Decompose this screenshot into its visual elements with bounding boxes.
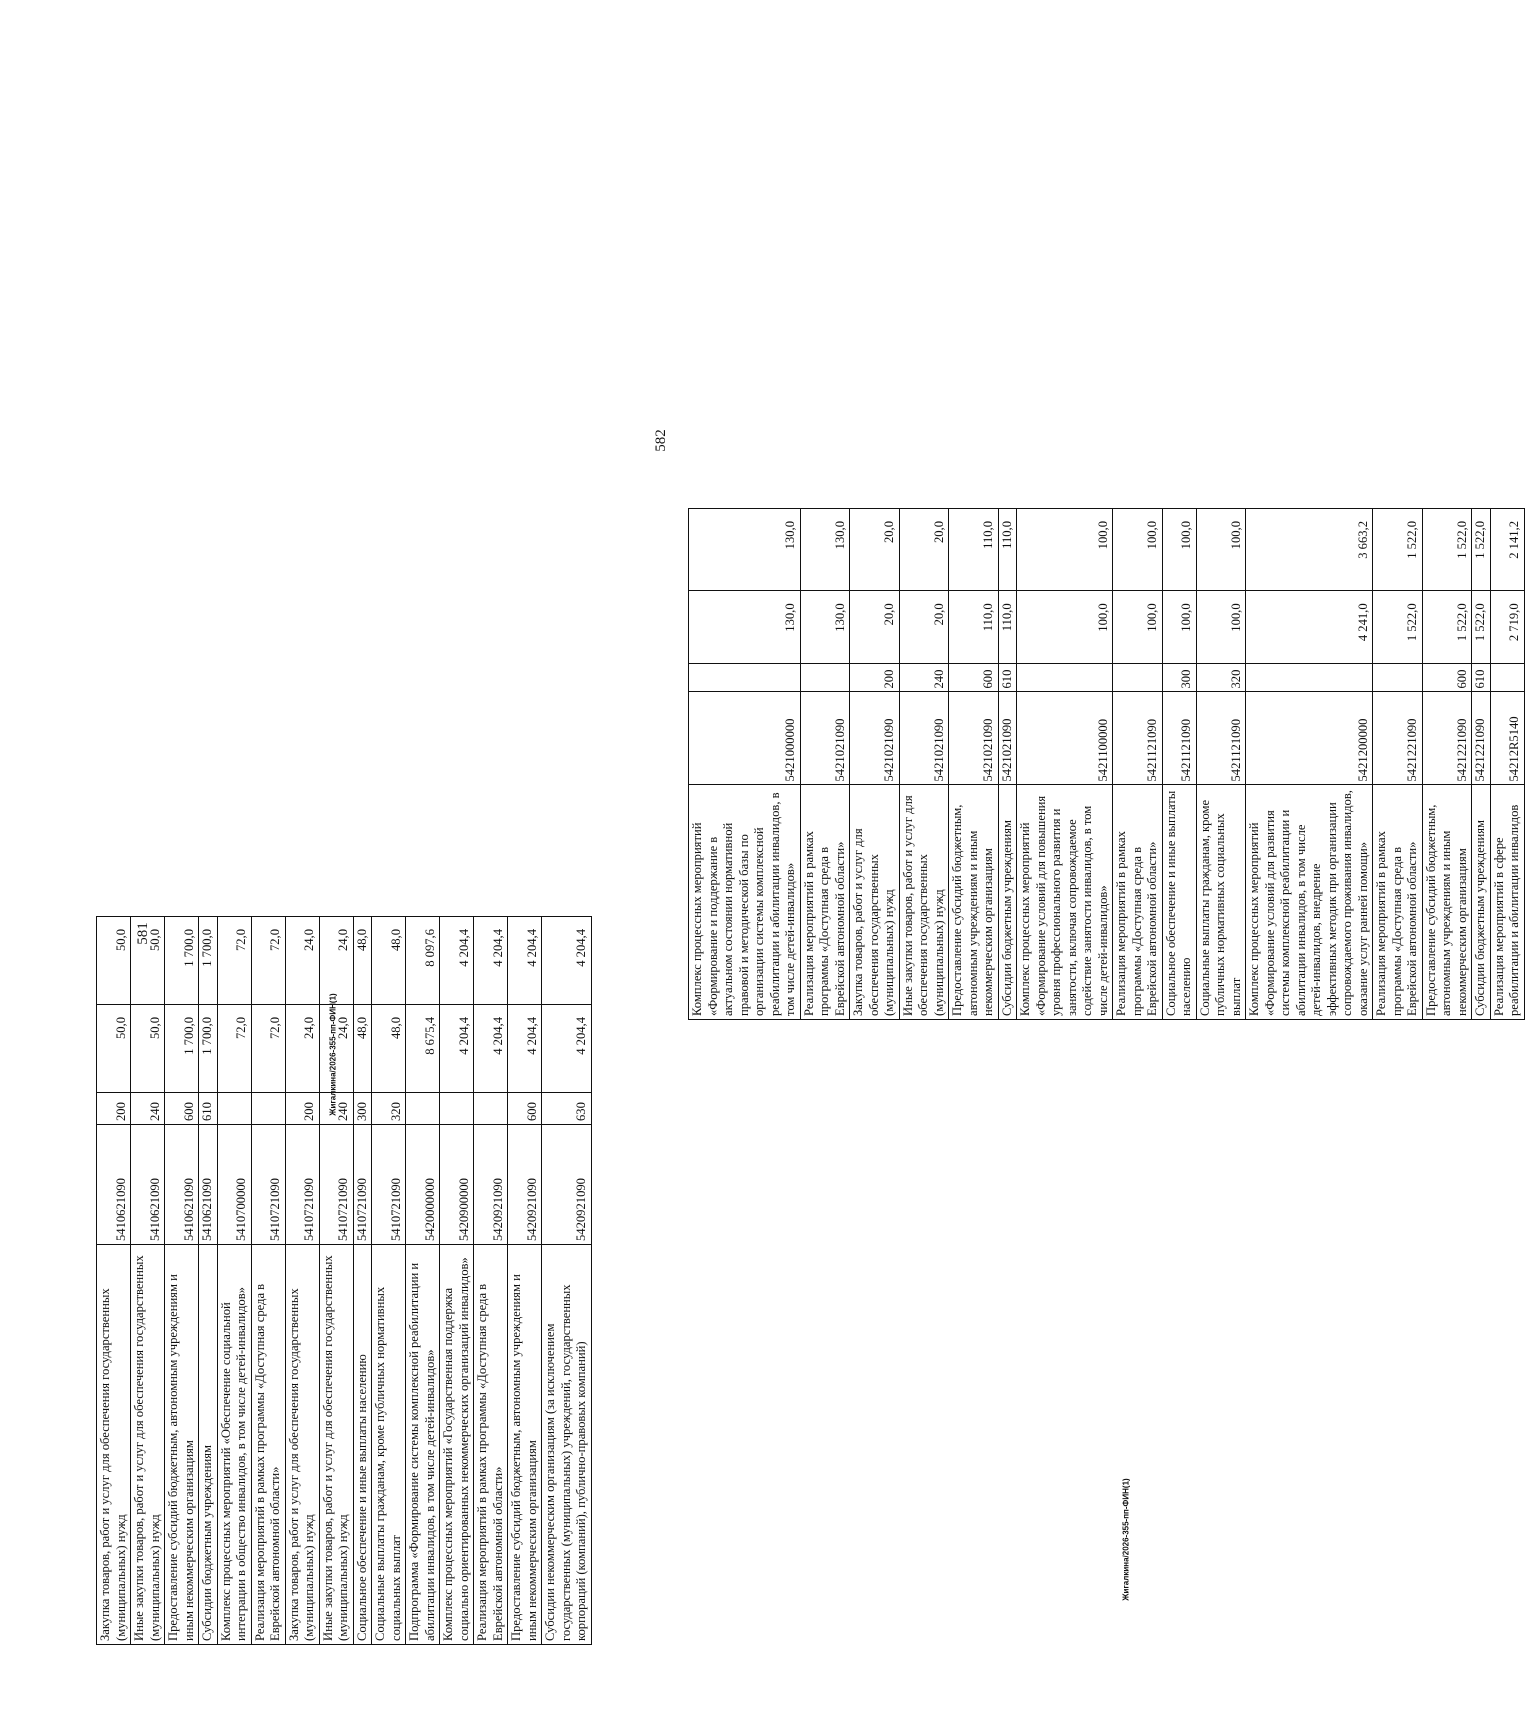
row-amount-year-1: 72,0	[251, 1005, 285, 1093]
row-amount-year-2: 8 097,6	[406, 917, 440, 1005]
row-amount-year-1: 130,0	[800, 591, 850, 664]
row-expense-type: 300	[1162, 664, 1196, 692]
row-target-code: 5410621090	[97, 1125, 131, 1245]
row-description: Социальное обеспечение и иные выплаты населению	[353, 1245, 372, 1645]
row-amount-year-2: 100,0	[1017, 509, 1113, 591]
row-description: Реализация мероприятий в рамках программы «Доступная среда в Еврейской автономной области»	[474, 1245, 508, 1645]
table-row	[508, 917, 542, 1645]
row-amount-year-2: 1 522,0	[1373, 509, 1423, 591]
row-expense-type: 320	[372, 1093, 406, 1125]
row-description: Предоставление субсидий бюджетным, автономным учреждениям и иным некоммерческим организациям	[165, 1245, 199, 1645]
budget-table-page-582	[688, 508, 1525, 1020]
table-row	[1472, 509, 1491, 1020]
row-amount-year-1: 130,0	[689, 591, 801, 664]
row-amount-year-1: 2 719,0	[1490, 591, 1524, 664]
row-expense-type: 200	[97, 1093, 131, 1125]
row-amount-year-1: 8 675,4	[406, 1005, 440, 1093]
row-description: Субсидии бюджетным учреждениям	[1472, 785, 1491, 1020]
row-target-code: 5410721090	[353, 1125, 372, 1245]
row-amount-year-2: 1 700,0	[165, 917, 199, 1005]
row-amount-year-2: 130,0	[800, 509, 850, 591]
row-description: Социальные выплаты гражданам, кроме публичных нормативных социальных выплат	[372, 1245, 406, 1645]
row-expense-type: 600	[165, 1093, 199, 1125]
table-row	[97, 917, 131, 1645]
row-expense-type	[251, 1093, 285, 1125]
row-amount-year-2: 4 204,4	[474, 917, 508, 1005]
row-description: Реализация мероприятий в рамках программы «Доступная среда в Еврейской автономной области»	[800, 785, 850, 1020]
row-amount-year-2: 110,0	[949, 509, 999, 591]
row-expense-type	[1373, 664, 1423, 692]
row-amount-year-1: 4 204,4	[542, 1005, 592, 1093]
row-amount-year-2: 1 522,0	[1472, 509, 1491, 591]
row-target-code: 5410621090	[165, 1125, 199, 1245]
row-amount-year-2: 24,0	[319, 917, 353, 1005]
row-target-code: 5421121090	[1113, 692, 1163, 785]
row-amount-year-2: 72,0	[251, 917, 285, 1005]
row-description: Социальные выплаты гражданам, кроме публичных нормативных социальных выплат	[1196, 785, 1246, 1020]
row-expense-type: 600	[1422, 664, 1472, 692]
row-description: Иные закупки товаров, работ и услуг для обеспечения государственных (муниципальных) нужд	[131, 1245, 165, 1645]
row-target-code: 5421021090	[998, 692, 1017, 785]
table-row	[1490, 509, 1524, 1020]
table-row	[800, 509, 850, 1020]
row-expense-type: 200	[285, 1093, 319, 1125]
row-description: Предоставление субсидий бюджетным, автономным учреждениям и иным некоммерческим организациям	[949, 785, 999, 1020]
row-amount-year-1: 110,0	[949, 591, 999, 664]
budget-table	[96, 916, 592, 1645]
row-amount-year-1: 110,0	[998, 591, 1017, 664]
row-expense-type: 610	[1472, 664, 1491, 692]
row-expense-type: 320	[1196, 664, 1246, 692]
row-description: Предоставление субсидий бюджетным, автономным учреждениям и иным некоммерческим организациям	[508, 1245, 542, 1645]
row-target-code: 5421221090	[1472, 692, 1491, 785]
row-target-code: 5410721090	[251, 1125, 285, 1245]
row-description: Подпрограмма «Формирование системы комплексной реабилитации и абилитации инвалидов, в том числе детей-инвалидов»	[406, 1245, 440, 1645]
row-amount-year-1: 100,0	[1017, 591, 1113, 664]
row-target-code: 5421021090	[949, 692, 999, 785]
row-amount-year-2: 72,0	[217, 917, 251, 1005]
row-amount-year-2: 130,0	[689, 509, 801, 591]
row-description: Реализация мероприятий в рамках программы «Доступная среда в Еврейской автономной области»	[1113, 785, 1163, 1020]
row-amount-year-2: 48,0	[372, 917, 406, 1005]
row-amount-year-1: 1 522,0	[1472, 591, 1491, 664]
row-expense-type	[689, 664, 801, 692]
row-target-code: 5410700000	[217, 1125, 251, 1245]
table-row	[372, 917, 406, 1645]
row-amount-year-1: 1 522,0	[1422, 591, 1472, 664]
row-description: Реализация мероприятий в рамках программы «Доступная среда в Еврейской автономной области»	[251, 1245, 285, 1645]
row-target-code: 5410621090	[131, 1125, 165, 1245]
row-expense-type	[1113, 664, 1163, 692]
row-expense-type: 610	[998, 664, 1017, 692]
table-row	[319, 917, 353, 1645]
table-row	[440, 917, 474, 1645]
page-footer-581: Жигалкина/2026-355-пп-ФИН(1)	[328, 993, 338, 1116]
row-expense-type: 630	[542, 1093, 592, 1125]
table-row	[998, 509, 1017, 1020]
row-amount-year-2: 1 700,0	[199, 917, 218, 1005]
row-target-code: 5421200000	[1246, 692, 1373, 785]
row-target-code: 5410721090	[285, 1125, 319, 1245]
row-expense-type	[217, 1093, 251, 1125]
row-amount-year-2: 50,0	[131, 917, 165, 1005]
row-amount-year-1: 4 204,4	[508, 1005, 542, 1093]
row-description: Субсидии бюджетным учреждениям	[199, 1245, 218, 1645]
row-description: Комплекс процессных мероприятий «Формирование и поддержание в актуальном состоянии нормативной правовой и методической базы по организации системы комплексной реабилитации и абилитации инвалидов, в том числе детей-инвалидов»	[689, 785, 801, 1020]
row-description: Субсидии некоммерческим организациям (за исключением государственных (муниципальных) учреждений, государственных корпораций (компаний), публично-правовых компаний)	[542, 1245, 592, 1645]
table-row	[199, 917, 218, 1645]
row-target-code: 5421100000	[1017, 692, 1113, 785]
row-target-code: 5420900000	[440, 1125, 474, 1245]
budget-table	[688, 508, 1525, 1020]
page-number-582: 582	[652, 429, 669, 452]
row-amount-year-2: 110,0	[998, 509, 1017, 591]
row-amount-year-1: 100,0	[1113, 591, 1163, 664]
row-amount-year-1: 1 522,0	[1373, 591, 1423, 664]
row-expense-type: 600	[949, 664, 999, 692]
row-amount-year-2: 48,0	[353, 917, 372, 1005]
row-amount-year-1: 4 241,0	[1246, 591, 1373, 664]
row-expense-type: 600	[508, 1093, 542, 1125]
row-amount-year-2: 4 204,4	[508, 917, 542, 1005]
row-expense-type: 300	[353, 1093, 372, 1125]
row-description: Комплекс процессных мероприятий «Государственная поддержка социально ориентированных некоммерческих организаций инвалидов»	[440, 1245, 474, 1645]
row-expense-type	[1017, 664, 1113, 692]
row-description: Комплекс процессных мероприятий «Формирование условий для развития системы комплексной реабилитации и абилитации инвалидов, в том числе детей-инвалидов, внедрение эффективных методик при организации сопровождаемого проживания инвалидов, оказание услуг ранней помощи»	[1246, 785, 1373, 1020]
row-amount-year-2: 50,0	[97, 917, 131, 1005]
row-amount-year-2: 3 663,2	[1246, 509, 1373, 591]
row-amount-year-2: 24,0	[285, 917, 319, 1005]
row-target-code: 5410721090	[319, 1125, 353, 1245]
budget-table-page-581	[96, 916, 592, 1645]
row-expense-type	[474, 1093, 508, 1125]
table-row	[949, 509, 999, 1020]
row-description: Реализация мероприятий в сфере реабилитации и абилитации инвалидов	[1490, 785, 1524, 1020]
row-target-code: 5420000000	[406, 1125, 440, 1245]
row-expense-type	[800, 664, 850, 692]
row-expense-type: 200	[850, 664, 900, 692]
page-number-581: 581	[134, 922, 151, 945]
row-amount-year-1: 20,0	[899, 591, 949, 664]
row-target-code: 5420921090	[542, 1125, 592, 1245]
row-amount-year-2: 1 522,0	[1422, 509, 1472, 591]
row-amount-year-2: 100,0	[1162, 509, 1196, 591]
row-target-code: 5421021090	[850, 692, 900, 785]
row-amount-year-1: 4 204,4	[440, 1005, 474, 1093]
row-amount-year-1: 100,0	[1196, 591, 1246, 664]
table-row	[285, 917, 319, 1645]
row-expense-type: 240	[131, 1093, 165, 1125]
row-description: Закупка товаров, работ и услуг для обеспечения государственных (муниципальных) нужд	[285, 1245, 319, 1645]
table-row	[689, 509, 801, 1020]
page-footer-582: Жигалкина/2026-355-пп-ФИН(1)	[1121, 1478, 1131, 1601]
row-amount-year-1: 24,0	[285, 1005, 319, 1093]
row-target-code: 5410721090	[372, 1125, 406, 1245]
row-expense-type	[1246, 664, 1373, 692]
row-amount-year-1: 1 700,0	[165, 1005, 199, 1093]
table-row	[542, 917, 592, 1645]
row-amount-year-2: 100,0	[1196, 509, 1246, 591]
row-description: Реализация мероприятий в рамках программы «Доступная среда в Еврейской автономной области»	[1373, 785, 1423, 1020]
row-amount-year-2: 4 204,4	[542, 917, 592, 1005]
row-amount-year-1: 24,0	[319, 1005, 353, 1093]
row-description: Социальное обеспечение и иные выплаты населению	[1162, 785, 1196, 1020]
table-row	[406, 917, 440, 1645]
table-row	[1017, 509, 1113, 1020]
table-row	[251, 917, 285, 1645]
row-amount-year-1: 50,0	[131, 1005, 165, 1093]
table-row	[850, 509, 900, 1020]
row-amount-year-1: 48,0	[353, 1005, 372, 1093]
row-amount-year-1: 4 204,4	[474, 1005, 508, 1093]
row-amount-year-1: 100,0	[1162, 591, 1196, 664]
table-row	[165, 917, 199, 1645]
row-expense-type: 610	[199, 1093, 218, 1125]
row-amount-year-1: 50,0	[97, 1005, 131, 1093]
table-row	[131, 917, 165, 1645]
row-target-code: 5421221090	[1373, 692, 1423, 785]
row-target-code: 5420921090	[508, 1125, 542, 1245]
row-amount-year-1: 20,0	[850, 591, 900, 664]
row-expense-type	[406, 1093, 440, 1125]
row-description: Комплекс процессных мероприятий «Обеспечение социальной интеграции в общество инвалидов, в том числе детей-инвалидов»	[217, 1245, 251, 1645]
row-description: Иные закупки товаров, работ и услуг для обеспечения государственных (муниципальных) нужд	[319, 1245, 353, 1645]
row-description: Комплекс процессных мероприятий «Формирование условий для повышения уровня профессионального развития и занятости, включая сопровождаемое содействие занятости инвалидов, в том числе детей-инвалидов»	[1017, 785, 1113, 1020]
row-description: Предоставление субсидий бюджетным, автономным учреждениям и иным некоммерческим организациям	[1422, 785, 1472, 1020]
row-description: Закупка товаров, работ и услуг для обеспечения государственных (муниципальных) нужд	[97, 1245, 131, 1645]
row-expense-type: 240	[319, 1093, 353, 1125]
table-row	[899, 509, 949, 1020]
row-amount-year-1: 1 700,0	[199, 1005, 218, 1093]
table-row	[1373, 509, 1423, 1020]
row-amount-year-2: 20,0	[899, 509, 949, 591]
row-description: Закупка товаров, работ и услуг для обеспечения государственных (муниципальных) нужд	[850, 785, 900, 1020]
table-row	[1196, 509, 1246, 1020]
row-amount-year-2: 2 141,2	[1490, 509, 1524, 591]
row-expense-type	[1490, 664, 1524, 692]
row-target-code: 5421000000	[689, 692, 801, 785]
table-row	[353, 917, 372, 1645]
table-row	[1162, 509, 1196, 1020]
row-amount-year-2: 4 204,4	[440, 917, 474, 1005]
row-target-code: 5421221090	[1422, 692, 1472, 785]
row-target-code: 5421021090	[800, 692, 850, 785]
row-target-code: 5420921090	[474, 1125, 508, 1245]
row-target-code: 5421121090	[1196, 692, 1246, 785]
row-description: Субсидии бюджетным учреждениям	[998, 785, 1017, 1020]
row-amount-year-1: 48,0	[372, 1005, 406, 1093]
row-target-code: 54212R5140	[1490, 692, 1524, 785]
table-row	[474, 917, 508, 1645]
table-row	[1113, 509, 1163, 1020]
table-row	[1422, 509, 1472, 1020]
row-expense-type: 240	[899, 664, 949, 692]
row-amount-year-2: 100,0	[1113, 509, 1163, 591]
row-amount-year-1: 72,0	[217, 1005, 251, 1093]
table-row	[217, 917, 251, 1645]
row-expense-type	[440, 1093, 474, 1125]
row-target-code: 5421121090	[1162, 692, 1196, 785]
row-amount-year-2: 20,0	[850, 509, 900, 591]
row-target-code: 5410621090	[199, 1125, 218, 1245]
table-row	[1246, 509, 1373, 1020]
row-target-code: 5421021090	[899, 692, 949, 785]
row-description: Иные закупки товаров, работ и услуг для обеспечения государственных (муниципальных) нужд	[899, 785, 949, 1020]
